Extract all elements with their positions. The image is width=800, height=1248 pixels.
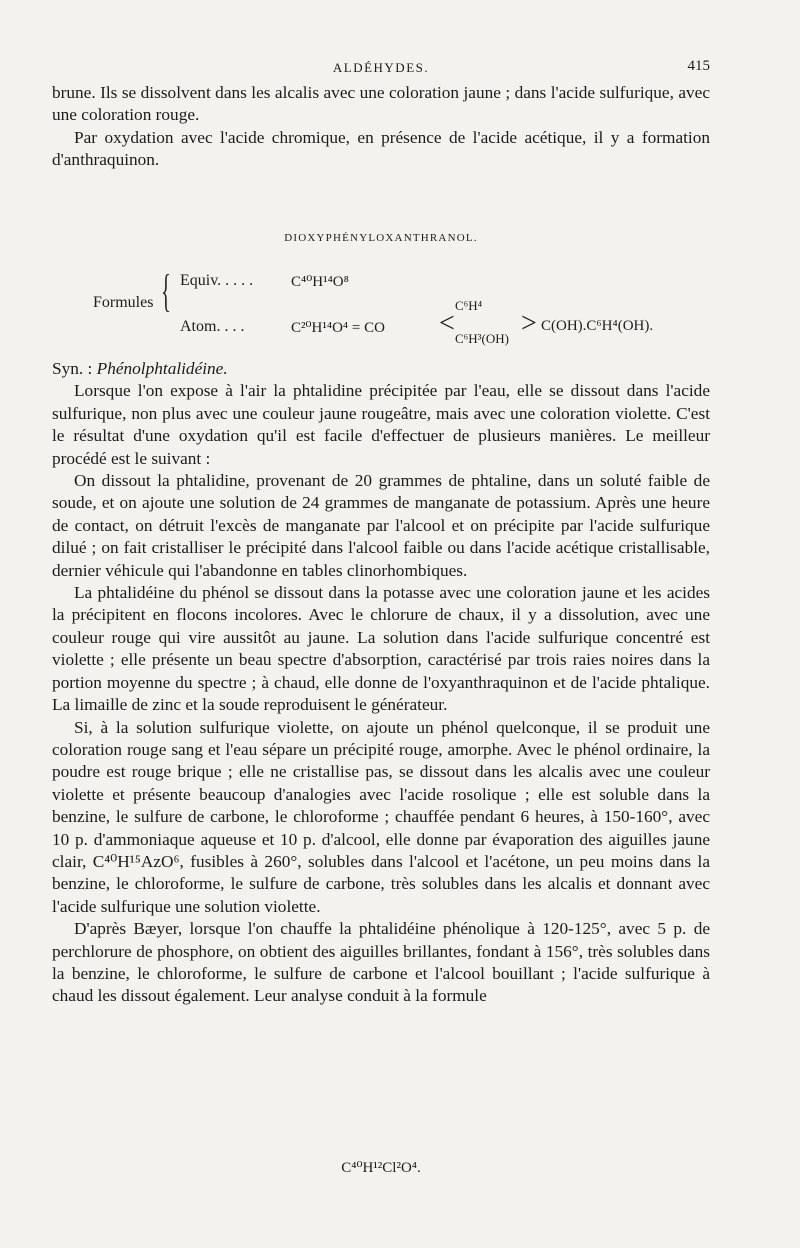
branch-open-glyph: <: [439, 308, 455, 339]
equiv-label: Equiv. . . . .: [180, 272, 254, 289]
page-number: 415: [687, 58, 710, 74]
formulas-label: Formules: [93, 294, 154, 311]
running-head: ALDÉHYDES.: [332, 60, 430, 75]
atom-formula-start: C²⁰H¹⁴O⁴ = CO: [291, 320, 385, 336]
section-title: DIOXYPHÉNYLOXANTHRANOL.: [284, 232, 478, 244]
paragraph-4: On dissout la phtalidine, provenant de 20 grammes de phtaline, dans un soluté faible de soude, et on ajoute une solution de 24 grammes de manganate de potassium. Après une heure de contact, on détruit l'excès de manganate par l'alcool et on précipite par l'acide sulfurique dilué ; on fait cristalliser le précipité dans l'alcool faible ou dans l'acide acétique cristallisable, dernier véhicule qui l'abandonne en tables clinorhombiques.: [52, 471, 710, 580]
synonym-name: Phénolphtalidéine.: [96, 359, 228, 378]
intro-text: [52, 82, 710, 172]
main-text: [52, 358, 710, 1008]
brace-glyph: {: [161, 265, 171, 316]
atom-formula-end: C(OH).C⁶H⁴(OH).: [541, 318, 654, 334]
paragraph-7: D'après Bæyer, lorsque l'on chauffe la phtalidéine phénolique à 120-125°, avec 5 p. de perchlorure de phosphore, on obtient des aiguilles brillantes, fondant à 156°, très solubles dans la benzine, le chloroforme, le sulfure de carbone et l'alcool bouillant ; l'acide sulfurique à chaud les dissout également. Leur analyse conduit à la formule: [52, 919, 710, 1006]
atom-label: Atom. . . .: [180, 318, 245, 335]
paragraph-6: Si, à la solution sulfurique violette, on ajoute un phénol quelconque, il se produit une coloration rouge sang et l'eau sépare un précipité rouge, amorphe. Avec le phénol ordinaire, la poudre est rouge brique ; elle ne cristallise pas, se dissout dans les alcalis avec une couleur violette et présente beaucoup d'analogies avec l'acide rosolique ; elle est soluble dans la benzine, le sulfure de carbone, le chloroforme ; chauffée pendant 6 heures, à 150-160°, avec 10 p. d'ammoniaque aqueuse et 10 p. d'alcool, elle donne par évaporation des aiguilles jaune clair, C⁴⁰H¹⁵AzO⁶, fusibles à 260°, solubles dans l'alcool et l'acétone, un peu moins dans la benzine, le chloroforme, le sulfure de carbone, très solubles dans les alcalis et donnant avec l'acide sulfurique une solution violette.: [52, 717, 710, 916]
synonym-prefix: Syn. :: [52, 359, 97, 378]
paragraph-1: brune. Ils se dissolvent dans les alcalis avec une coloration jaune ; dans l'acide sulfurique, avec une coloration rouge.: [52, 83, 710, 125]
paragraph-3: Lorsque l'on expose à l'air la phtalidine précipitée par l'eau, elle se dissout dans l'acide sulfurique, non plus avec une couleur jaune rougeâtre, mais avec une coloration violette. C'est le résultat d'une oxydation qu'il est facile d'effectuer de plusieurs manières. Le meilleur procédé est le suivant :: [52, 381, 710, 468]
atom-branch-top: C⁶H⁴: [455, 298, 483, 313]
branch-close-glyph: >: [521, 308, 537, 339]
paragraph-5: La phtalidéine du phénol se dissout dans la potasse avec une coloration jaune et les acides la précipitent en flocons incolores. Avec le chlorure de chaux, il y a dissolution, avec une couleur rouge qui vire aussitôt au jaune. La solution dans l'acide sulfurique concentré est violette ; elle présente un beau spectre d'absorption, caractérisé par trois raies noires dans la portion moyenne du spectre ; à chaud, elle donne de l'oxyanthraquinon et de l'acide phtalique. La limaille de zinc et la soude reproduisent le générateur.: [52, 583, 710, 715]
formula-block: [93, 258, 693, 348]
final-formula: C⁴⁰H¹²Cl²O⁴.: [341, 1160, 421, 1176]
page-header: [52, 58, 710, 80]
paragraph-2: Par oxydation avec l'acide chromique, en présence de l'acide acétique, il y a formation d'anthraquinon.: [52, 127, 710, 170]
atom-branch-bottom: C⁶H³(OH): [455, 331, 509, 346]
synonym-line: [52, 358, 710, 380]
equiv-formula: C⁴⁰H¹⁴O⁸: [291, 274, 349, 290]
